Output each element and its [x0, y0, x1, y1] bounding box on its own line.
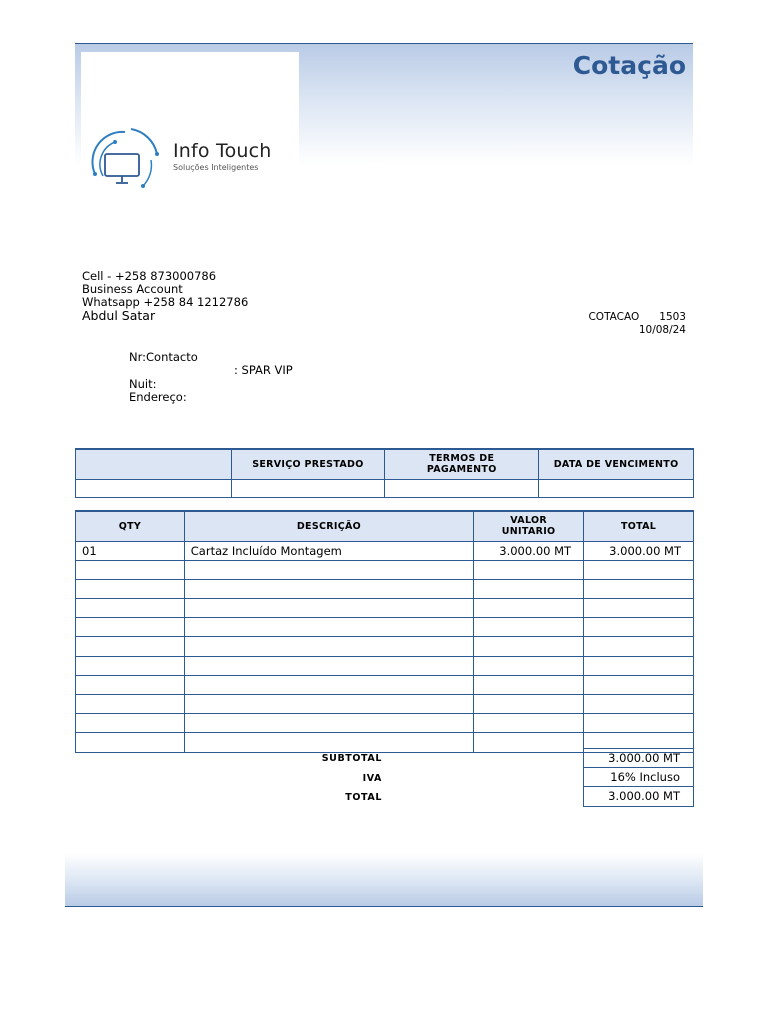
empty-cell [76, 656, 185, 675]
terms-cell [231, 479, 385, 497]
total-value: 3.000.00 MT [583, 787, 694, 807]
empty-cell [184, 714, 473, 733]
terms-cell [539, 479, 694, 497]
items-header-total: TOTAL [584, 511, 694, 541]
company-cell: Cell - +258 873000786 [82, 269, 217, 283]
empty-cell [76, 733, 185, 752]
quote-meta [588, 311, 686, 336]
document-title: Cotação [572, 51, 686, 80]
empty-cell [474, 560, 584, 579]
brand-name: Info Touch [173, 140, 272, 162]
company-whatsapp: Whatsapp +258 84 1212786 [82, 295, 249, 309]
table-row [76, 675, 694, 694]
empty-cell [184, 618, 473, 637]
terms-header-row [76, 449, 694, 479]
item-qty: 01 [76, 541, 185, 560]
footer-band [65, 853, 703, 907]
company-logo [81, 52, 299, 192]
company-owner-name: Abdul Satar [82, 308, 156, 323]
client-info [129, 351, 293, 404]
terms-header-payment-terms: TERMOS DE PAGAMENTO [385, 449, 539, 479]
empty-cell [184, 579, 473, 598]
terms-header-due-date: DATA DE VENCIMENTO [539, 449, 694, 479]
items-table [75, 510, 694, 753]
total-label: TOTAL [345, 792, 382, 803]
empty-cell [474, 695, 584, 714]
empty-cell [76, 560, 185, 579]
empty-cell [584, 599, 694, 618]
table-row [76, 579, 694, 598]
company-info [82, 270, 248, 322]
terms-cell [76, 479, 232, 497]
terms-row [76, 479, 694, 497]
table-row [76, 541, 694, 560]
empty-cell [76, 618, 185, 637]
client-contact-label: Nr:Contacto [129, 350, 198, 364]
empty-cell [184, 695, 473, 714]
item-total: 3.000.00 MT [584, 541, 694, 560]
empty-cell [584, 714, 694, 733]
empty-cell [184, 733, 473, 752]
items-header-qty: QTY [76, 511, 185, 541]
subtotal-value: 3.000.00 MT [583, 748, 694, 768]
empty-cell [584, 579, 694, 598]
empty-cell [474, 675, 584, 694]
quote-label: COTACAO [588, 311, 640, 323]
table-row [76, 618, 694, 637]
table-row [76, 695, 694, 714]
empty-cell [474, 637, 584, 656]
terms-table [75, 448, 694, 498]
empty-cell [184, 560, 473, 579]
empty-cell [584, 618, 694, 637]
empty-cell [474, 656, 584, 675]
terms-cell [385, 479, 539, 497]
empty-cell [584, 695, 694, 714]
item-unit-value: 3.000.00 MT [474, 541, 584, 560]
client-name: : SPAR VIP [234, 363, 293, 378]
iva-value: 16% Incluso [583, 768, 694, 788]
client-address-label: Endereço: [129, 389, 187, 404]
table-row [76, 637, 694, 656]
subtotal-label: SUBTOTAL [321, 753, 382, 764]
items-header-row [76, 511, 694, 541]
empty-cell [184, 675, 473, 694]
quote-number: 1503 [659, 311, 686, 323]
item-description: Cartaz Incluído Montagem [184, 541, 473, 560]
items-header-description: DESCRIÇÃO [184, 511, 473, 541]
monitor-circuit-logo-icon [85, 124, 165, 194]
empty-cell [76, 675, 185, 694]
table-row [76, 714, 694, 733]
terms-header-blank [76, 449, 232, 479]
empty-cell [584, 560, 694, 579]
empty-cell [76, 579, 185, 598]
empty-cell [76, 637, 185, 656]
table-row [76, 656, 694, 675]
company-account: Business Account [82, 282, 183, 296]
empty-cell [184, 637, 473, 656]
quote-date: 10/08/24 [638, 323, 686, 336]
terms-header-service: SERVIÇO PRESTADO [231, 449, 385, 479]
empty-cell [584, 656, 694, 675]
brand-tagline: Soluções Inteligentes [173, 163, 259, 172]
empty-cell [76, 714, 185, 733]
items-header-unit-value: VALOR UNITARIO [474, 511, 584, 541]
iva-label: IVA [362, 772, 382, 784]
table-row [76, 560, 694, 579]
empty-cell [584, 675, 694, 694]
empty-cell [184, 656, 473, 675]
empty-cell [474, 599, 584, 618]
empty-cell [184, 599, 473, 618]
empty-cell [76, 599, 185, 618]
table-row [76, 599, 694, 618]
empty-cell [474, 579, 584, 598]
empty-cell [474, 714, 584, 733]
client-nuit-label: Nuit: [129, 376, 157, 391]
empty-cell [474, 618, 584, 637]
empty-cell [584, 637, 694, 656]
empty-cell [76, 695, 185, 714]
empty-cell [474, 733, 584, 752]
